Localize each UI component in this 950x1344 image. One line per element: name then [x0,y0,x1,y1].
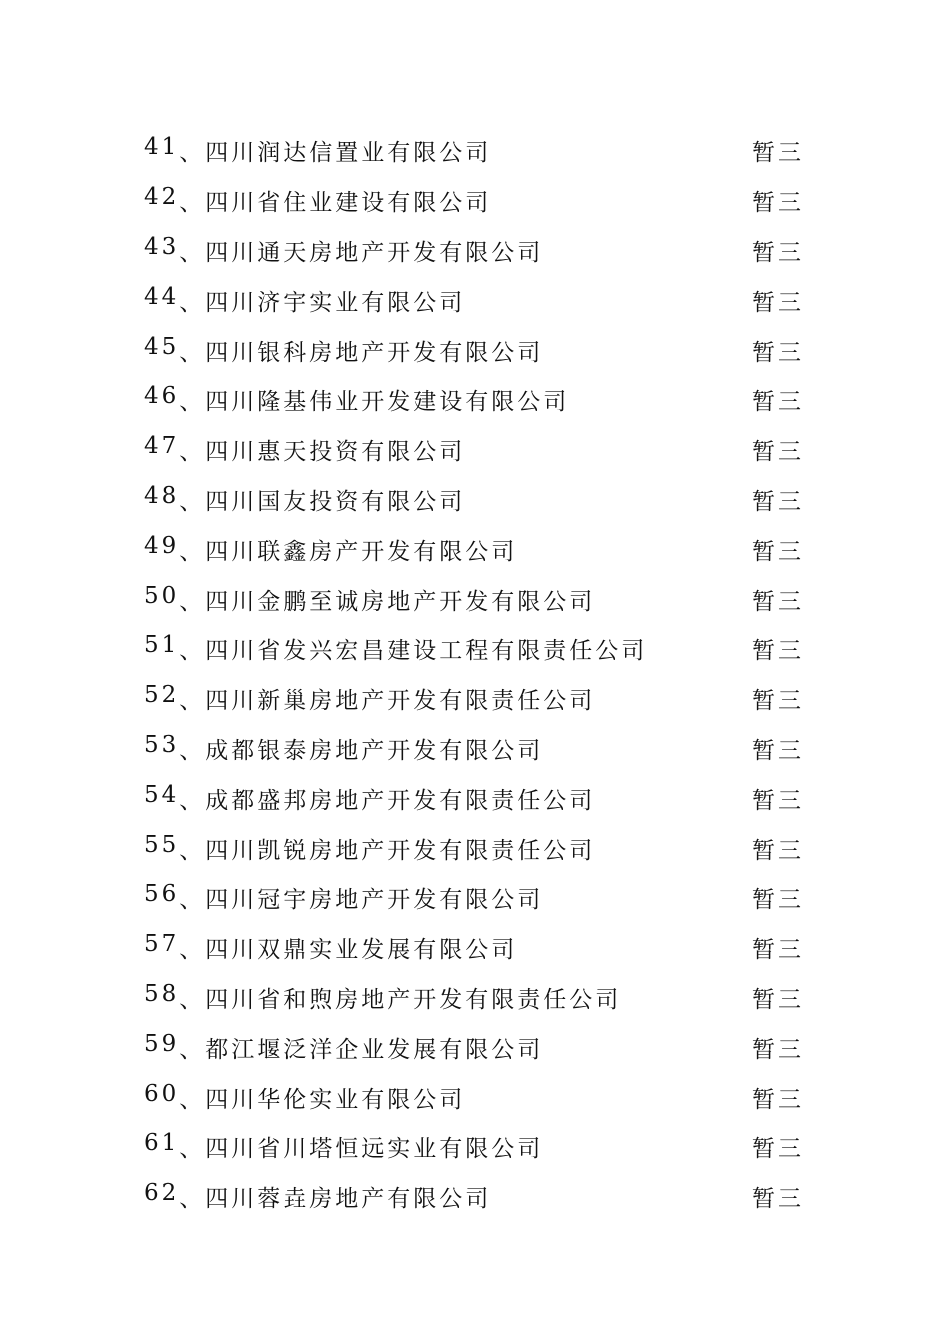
item-separator: 、 [179,1036,206,1063]
company-name: 四川新巢房地产开发有限责任公司 [205,688,596,715]
company-entry [144,533,517,566]
company-entry [144,383,569,416]
company-entry [144,284,465,317]
item-number: 46 [144,383,180,410]
item-number: 58 [144,980,180,1007]
qualification-grade: 暂三 [752,638,804,665]
item-separator: 、 [179,538,206,565]
item-number: 60 [144,1080,180,1107]
company-name: 四川通天房地产开发有限公司 [205,239,544,266]
qualification-grade: 暂三 [752,837,804,864]
company-list [144,126,804,1222]
qualification-grade: 暂三 [752,439,804,466]
company-entry [144,134,491,167]
item-separator: 、 [179,190,206,217]
company-name: 都江堰泛洋企业发展有限公司 [205,1036,544,1063]
list-item [144,375,804,425]
item-separator: 、 [179,688,206,715]
item-number: 47 [144,433,180,460]
item-number: 45 [144,333,180,360]
item-number: 50 [144,582,180,609]
company-entry [144,433,465,466]
list-item [144,1022,804,1072]
list-item [144,674,804,724]
company-name: 四川润达信置业有限公司 [205,140,492,167]
list-item [144,1172,804,1222]
company-name: 四川省发兴宏昌建设工程有限责任公司 [205,638,648,665]
item-separator: 、 [179,737,206,764]
qualification-grade: 暂三 [752,289,804,316]
item-number: 54 [144,781,180,808]
qualification-grade: 暂三 [752,389,804,416]
list-item [144,475,804,525]
company-name: 四川华伦实业有限公司 [205,1086,466,1113]
qualification-grade: 暂三 [752,688,804,715]
item-separator: 、 [179,140,206,167]
company-entry [144,682,595,715]
item-number: 59 [144,1030,180,1057]
item-separator: 、 [179,439,206,466]
list-item [144,1122,804,1172]
company-entry [144,1031,543,1064]
qualification-grade: 暂三 [752,588,804,615]
company-entry [144,1081,465,1114]
list-item [144,1072,804,1122]
company-name: 四川省住业建设有限公司 [205,190,492,217]
company-entry [144,981,621,1014]
company-name: 四川凯锐房地产开发有限责任公司 [205,837,596,864]
company-entry [144,832,595,865]
company-name: 四川蓉垚房地产有限公司 [205,1186,492,1213]
company-name: 成都银泰房地产开发有限公司 [205,737,544,764]
item-number: 57 [144,931,180,958]
item-separator: 、 [179,1186,206,1213]
item-number: 53 [144,731,180,758]
item-number: 62 [144,1180,180,1207]
list-item [144,923,804,973]
company-entry [144,881,543,914]
item-number: 48 [144,482,180,509]
list-item [144,126,804,176]
item-number: 41 [144,134,180,161]
company-entry [144,483,465,516]
item-separator: 、 [179,239,206,266]
qualification-grade: 暂三 [752,887,804,914]
company-entry [144,1180,491,1213]
list-item [144,574,804,624]
list-item [144,425,804,475]
qualification-grade: 暂三 [752,1186,804,1213]
qualification-grade: 暂三 [752,787,804,814]
company-name: 四川省和煦房地产开发有限责任公司 [205,986,622,1013]
company-entry [144,732,543,765]
item-separator: 、 [179,1136,206,1163]
qualification-grade: 暂三 [752,488,804,515]
item-number: 51 [144,632,180,659]
item-separator: 、 [179,339,206,366]
company-name: 四川联鑫房产开发有限公司 [205,538,518,565]
item-number: 61 [144,1130,180,1157]
item-separator: 、 [179,638,206,665]
qualification-grade: 暂三 [752,737,804,764]
item-number: 43 [144,233,180,260]
item-number: 42 [144,184,180,211]
company-name: 四川济宇实业有限公司 [205,289,466,316]
item-separator: 、 [179,887,206,914]
company-name: 四川冠宇房地产开发有限公司 [205,887,544,914]
qualification-grade: 暂三 [752,937,804,964]
list-item [144,176,804,226]
qualification-grade: 暂三 [752,1136,804,1163]
company-entry [144,782,595,815]
item-number: 44 [144,283,180,310]
list-item [144,226,804,276]
company-name: 四川惠天投资有限公司 [205,439,466,466]
item-separator: 、 [179,488,206,515]
list-item [144,873,804,923]
company-name: 四川省川塔恒远实业有限公司 [205,1136,544,1163]
company-entry [144,583,595,616]
qualification-grade: 暂三 [752,538,804,565]
item-number: 52 [144,682,180,709]
list-item [144,524,804,574]
item-separator: 、 [179,1086,206,1113]
item-number: 56 [144,881,180,908]
item-separator: 、 [179,787,206,814]
list-item [144,624,804,674]
company-entry [144,1130,543,1163]
qualification-grade: 暂三 [752,986,804,1013]
item-separator: 、 [179,289,206,316]
qualification-grade: 暂三 [752,190,804,217]
company-name: 成都盛邦房地产开发有限责任公司 [205,787,596,814]
item-number: 55 [144,831,180,858]
company-entry [144,931,517,964]
item-separator: 、 [179,837,206,864]
list-item [144,973,804,1023]
qualification-grade: 暂三 [752,239,804,266]
qualification-grade: 暂三 [752,339,804,366]
qualification-grade: 暂三 [752,1036,804,1063]
item-separator: 、 [179,937,206,964]
company-entry [144,632,647,665]
list-item [144,325,804,375]
list-item [144,724,804,774]
qualification-grade: 暂三 [752,1086,804,1113]
qualification-grade: 暂三 [752,140,804,167]
company-entry [144,184,491,217]
company-name: 四川金鹏至诚房地产开发有限公司 [205,588,596,615]
company-entry [144,334,543,367]
item-separator: 、 [179,588,206,615]
item-number: 49 [144,532,180,559]
list-item [144,275,804,325]
company-name: 四川国友投资有限公司 [205,488,466,515]
company-entry [144,234,543,267]
item-separator: 、 [179,389,206,416]
company-name: 四川银科房地产开发有限公司 [205,339,544,366]
list-item [144,773,804,823]
list-item [144,823,804,873]
company-name: 四川隆基伟业开发建设有限公司 [205,389,570,416]
item-separator: 、 [179,986,206,1013]
company-name: 四川双鼎实业发展有限公司 [205,937,518,964]
